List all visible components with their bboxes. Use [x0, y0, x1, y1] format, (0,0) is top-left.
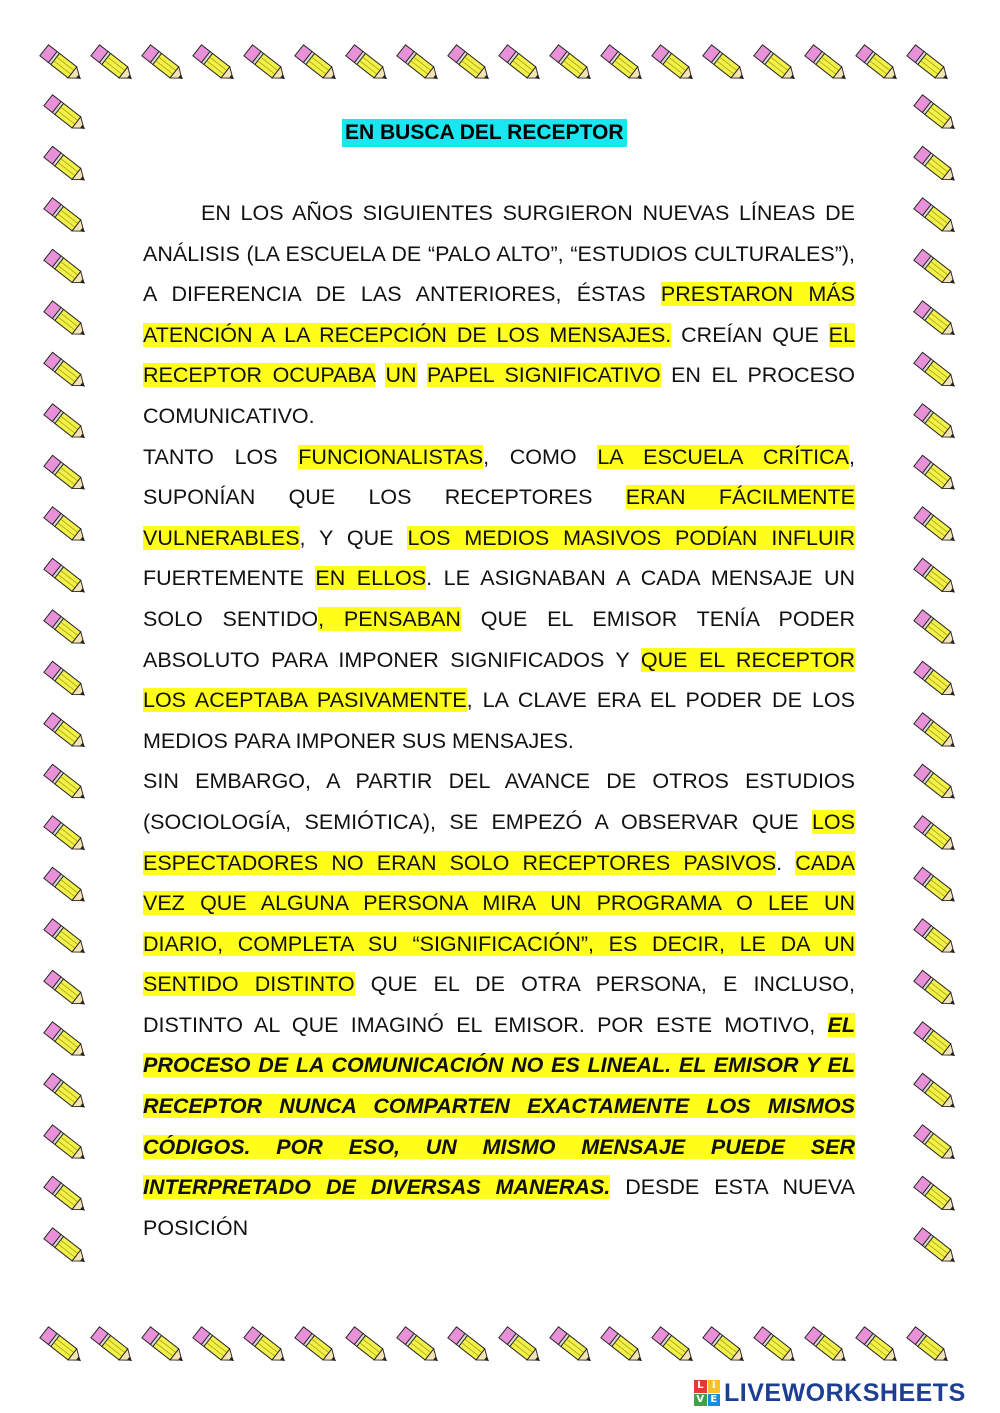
live-badge-icon	[694, 1380, 720, 1406]
liveworksheets-logo	[694, 1378, 966, 1408]
pencil-icon	[346, 45, 392, 85]
pencil-icon	[652, 45, 698, 85]
pencil-icon	[914, 610, 960, 650]
pencil-icon	[805, 45, 851, 85]
pencil-icon	[44, 1073, 90, 1113]
pencil-icon	[44, 95, 90, 135]
pencil-icon	[44, 970, 90, 1010]
badge-letter: V	[694, 1394, 707, 1407]
text-run	[375, 363, 386, 387]
highlighted-text: UN	[385, 363, 417, 388]
pencil-icon	[914, 301, 960, 341]
pencil-icon	[44, 249, 90, 289]
highlighted-text: LOS ESPECTADORES NO ERAN SOLO RECEPTORES PASIVOS	[143, 809, 855, 875]
badge-letter: E	[708, 1394, 721, 1407]
pencil-icon	[601, 45, 647, 85]
paragraph	[143, 193, 855, 437]
pencil-icon	[914, 558, 960, 598]
text-run: , SUPONÍAN QUE LOS RECEPTORES	[143, 444, 856, 510]
pencil-icon	[703, 45, 749, 85]
pencil-icon	[914, 919, 960, 959]
pencil-icon	[550, 1327, 596, 1367]
pencil-icon	[91, 45, 137, 85]
text-run: SIN EMBARGO, A PARTIR DEL AVANCE DE OTROS ESTUDIOS (SOCIOLOGÍA, SEMIÓTICA), SE EMPEZÓ A OBSERVAR QUE	[143, 769, 855, 834]
paragraph	[143, 761, 855, 1248]
highlighted-text: LA ESCUELA CRÍTICA	[597, 444, 850, 469]
pencil-icon	[193, 45, 239, 85]
pencil-icon	[44, 455, 90, 495]
pencil-icon	[44, 816, 90, 856]
pencil-icon	[914, 661, 960, 701]
pencil-icon	[44, 507, 90, 547]
document-body	[143, 193, 855, 1248]
pencil-icon	[44, 301, 90, 341]
pencil-icon	[91, 1327, 137, 1367]
text-run	[417, 363, 428, 387]
pencil-icon	[244, 1327, 290, 1367]
pencil-icon	[601, 1327, 647, 1367]
pencil-icon	[652, 1327, 698, 1367]
pencil-icon	[805, 1327, 851, 1367]
pencil-icon	[142, 1327, 188, 1367]
pencil-icon	[914, 146, 960, 186]
highlighted-text: CADA VEZ QUE ALGUNA PERSONA MIRA UN PROGRAMA O LEE UN DIARIO, COMPLETA SU “SIGNIFICACIÓN”, ES DECIR, LE DA UN SENTIDO DISTINTO	[143, 850, 855, 997]
pencil-icon	[40, 45, 86, 85]
badge-letter: L	[694, 1380, 707, 1393]
pencil-icon	[397, 1327, 443, 1367]
pencil-icon	[44, 713, 90, 753]
pencil-icon	[44, 1022, 90, 1062]
text-run: CREÍAN QUE	[671, 322, 829, 347]
pencil-icon	[550, 45, 596, 85]
pencil-icon	[499, 45, 545, 85]
pencil-icon	[914, 249, 960, 289]
pencil-icon	[914, 1125, 960, 1165]
pencil-icon	[914, 1073, 960, 1113]
text-run: . LE ASIGNABAN A CADA MENSAJE UN SOLO SENTIDO	[143, 566, 855, 631]
pencil-icon	[44, 352, 90, 392]
pencil-icon	[44, 661, 90, 701]
pencil-icon	[914, 970, 960, 1010]
highlighted-text: EL PROCESO DE LA COMUNICACIÓN NO ES LINEAL. EL EMISOR Y EL RECEPTOR NUNCA COMPARTEN EXACTAMENTE LOS MISMOS CÓDIGOS. POR ESO, UN MISMO MENSAJE PUEDE SER INTERPRETADO DE DIVERSAS MANERAS.	[143, 1012, 855, 1200]
pencil-icon	[914, 764, 960, 804]
text-run: , COMO	[483, 444, 598, 469]
highlighted-text: EL RECEPTOR OCUPABA	[143, 322, 855, 388]
pencil-icon	[914, 352, 960, 392]
pencil-icon	[448, 1327, 494, 1367]
text-run: TANTO LOS	[143, 444, 299, 469]
pencil-icon	[856, 45, 902, 85]
pencil-icon	[193, 1327, 239, 1367]
pencil-icon	[448, 45, 494, 85]
pencil-icon	[397, 45, 443, 85]
pencil-icon	[44, 1228, 90, 1268]
text-run: QUE EL EMISOR TENÍA PODER ABSOLUTO PARA IMPONER SIGNIFICADOS Y	[143, 606, 855, 672]
highlighted-text: , PENSABAN	[318, 606, 461, 631]
pencil-icon	[856, 1327, 902, 1367]
pencil-icon	[703, 1327, 749, 1367]
pencil-icon	[499, 1327, 545, 1367]
badge-letter: I	[708, 1380, 721, 1393]
pencil-icon	[44, 1125, 90, 1165]
pencil-icon	[244, 45, 290, 85]
text-run: , Y QUE	[299, 525, 408, 550]
paragraph	[143, 437, 855, 762]
pencil-icon	[44, 764, 90, 804]
pencil-icon	[914, 198, 960, 238]
pencil-icon	[295, 1327, 341, 1367]
pencil-icon	[44, 919, 90, 959]
text-run: , LA CLAVE ERA EL PODER DE LOS MEDIOS PARA IMPONER SUS MENSAJES.	[143, 688, 855, 753]
text-run: QUE EL DE OTRA PERSONA, E INCLUSO, DISTINTO AL QUE IMAGINÓ EL EMISOR. POR ESTE MOTIVO,	[143, 972, 856, 1037]
pencil-icon	[914, 867, 960, 907]
pencil-icon	[754, 1327, 800, 1367]
pencil-icon	[295, 45, 341, 85]
pencil-icon	[914, 1228, 960, 1268]
pencil-icon	[914, 816, 960, 856]
highlighted-text: ERAN FÁCILMENTE VULNERABLES	[143, 485, 855, 550]
pencil-icon	[44, 867, 90, 907]
highlighted-text: LOS MEDIOS MASIVOS PODÍAN INFLUIR	[407, 525, 855, 550]
pencil-icon	[914, 713, 960, 753]
pencil-icon	[914, 455, 960, 495]
text-run: FUERTEMENTE	[143, 566, 316, 591]
page-title: EN BUSCA DEL RECEPTOR	[342, 119, 627, 147]
pencil-icon	[907, 1327, 953, 1367]
pencil-icon	[914, 1176, 960, 1216]
pencil-icon	[44, 558, 90, 598]
pencil-icon	[44, 1176, 90, 1216]
pencil-icon	[907, 45, 953, 85]
brand-name: LIVEWORKSHEETS	[724, 1378, 966, 1407]
pencil-icon	[44, 610, 90, 650]
pencil-icon	[914, 95, 960, 135]
pencil-icon	[754, 45, 800, 85]
text-run: .	[776, 850, 796, 875]
highlighted-text: QUE EL RECEPTOR LOS ACEPTABA PASIVAMENTE	[143, 647, 855, 713]
pencil-icon	[44, 146, 90, 186]
highlighted-text: PAPEL SIGNIFICATIVO	[427, 363, 661, 388]
highlighted-text: EN ELLOS	[315, 566, 427, 591]
highlighted-text: PRESTARON MÁS ATENCIÓN A LA RECEPCIÓN DE LOS MENSAJES.	[143, 282, 855, 347]
highlighted-text: FUNCIONALISTAS	[298, 444, 484, 469]
pencil-icon	[914, 404, 960, 444]
pencil-icon	[914, 1022, 960, 1062]
pencil-icon	[44, 404, 90, 444]
pencil-icon	[44, 198, 90, 238]
pencil-icon	[346, 1327, 392, 1367]
text-run: EN EL PROCESO COMUNICATIVO.	[143, 363, 855, 428]
text-run: DESDE ESTA NUEVA POSICIÓN	[143, 1175, 855, 1240]
text-run: EN LOS AÑOS SIGUIENTES SURGIERON NUEVAS LÍNEAS DE ANÁLISIS (LA ESCUELA DE “PALO ALTO”, “ESTUDIOS CULTURALES”), A DIFERENCIA DE LAS ANTERIORES, ÉSTAS	[143, 201, 855, 307]
pencil-icon	[40, 1327, 86, 1367]
pencil-icon	[914, 507, 960, 547]
pencil-icon	[142, 45, 188, 85]
